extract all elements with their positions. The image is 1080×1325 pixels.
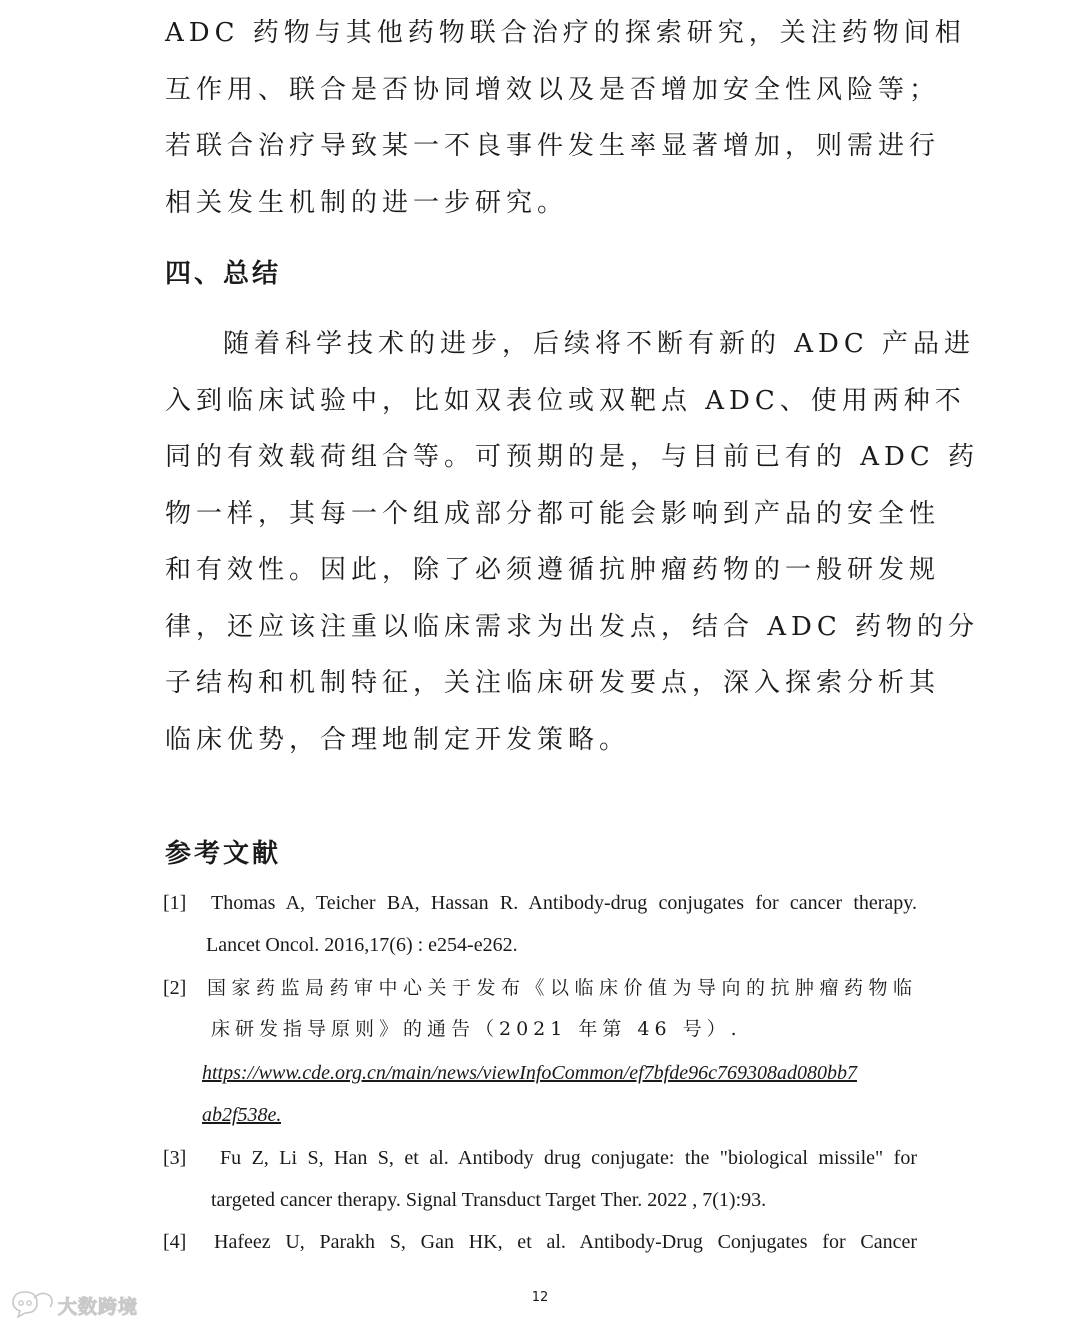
watermark: [10, 1288, 138, 1322]
reference-2-line-1: 国家药监局药审中心关于发布《以临床价值为导向的抗肿瘤药物临: [207, 977, 917, 999]
reference-2-link-line-2[interactable]: ab2f538e.: [202, 1104, 282, 1126]
summary-line-4: 物一样，其每一个组成部分都可能会影响到产品的安全性: [165, 499, 941, 529]
intro-line-1: ADC 药物与其他药物联合治疗的探索研究，关注药物间相: [165, 18, 966, 48]
summary-heading: 四、总结: [165, 259, 282, 289]
intro-line-4: 相关发生机制的进一步研究。: [165, 188, 569, 218]
watermark-text: 大数跨境: [58, 1295, 139, 1318]
summary-line-7: 子结构和机制特征，关注临床研发要点，深入探索分析其: [165, 668, 941, 698]
reference-2-line-2: 床研发指导原则》的通告（2021 年第 46 号）.: [211, 1018, 742, 1040]
summary-line-6: 律，还应该注重以临床需求为出发点，结合 ADC 药物的分: [165, 612, 980, 642]
page-number: 12: [531, 1290, 549, 1305]
reference-4-number: [4]: [163, 1231, 187, 1253]
chat-bubble-logo-icon: [10, 1288, 54, 1323]
reference-3-line-2: targeted cancer therapy. Signal Transduct Target Ther. 2022 , 7(1):93.: [211, 1189, 767, 1211]
reference-1-line-2: Lancet Oncol. 2016,17(6) : e254-e262.: [206, 934, 518, 956]
reference-1-number: [1]: [163, 892, 187, 914]
reference-2-link-line-1[interactable]: https://www.cde.org.cn/main/news/viewInfoCommon/ef7bfde96c769308ad080bb7: [202, 1062, 857, 1084]
reference-1-line-1: Thomas A, Teicher BA, Hassan R. Antibody-drug conjugates for cancer therapy.: [211, 892, 917, 914]
reference-2-number: [2]: [163, 977, 187, 999]
reference-3-line-1: Fu Z, Li S, Han S, et al. Antibody drug conjugate: the "biological missile" for: [220, 1147, 917, 1169]
references-heading: 参考文献: [165, 839, 282, 869]
intro-line-2: 互作用、联合是否协同增效以及是否增加安全性风险等；: [165, 75, 941, 105]
summary-line-8: 临床优势，合理地制定开发策略。: [165, 725, 631, 755]
reference-4-line-1: Hafeez U, Parakh S, Gan HK, et al. Antibody-Drug Conjugates for Cancer: [214, 1231, 917, 1253]
summary-line-5: 和有效性。因此，除了必须遵循抗肿瘤药物的一般研发规: [165, 555, 941, 585]
summary-line-2: 入到临床试验中，比如双表位或双靶点 ADC、使用两种不: [165, 386, 966, 416]
summary-line-3: 同的有效载荷组合等。可预期的是，与目前已有的 ADC 药: [165, 442, 980, 472]
intro-line-3: 若联合治疗导致某一不良事件发生率显著增加，则需进行: [165, 131, 941, 161]
summary-line-1: 随着科学技术的进步，后续将不断有新的 ADC 产品进: [223, 329, 976, 359]
reference-3-number: [3]: [163, 1147, 187, 1169]
